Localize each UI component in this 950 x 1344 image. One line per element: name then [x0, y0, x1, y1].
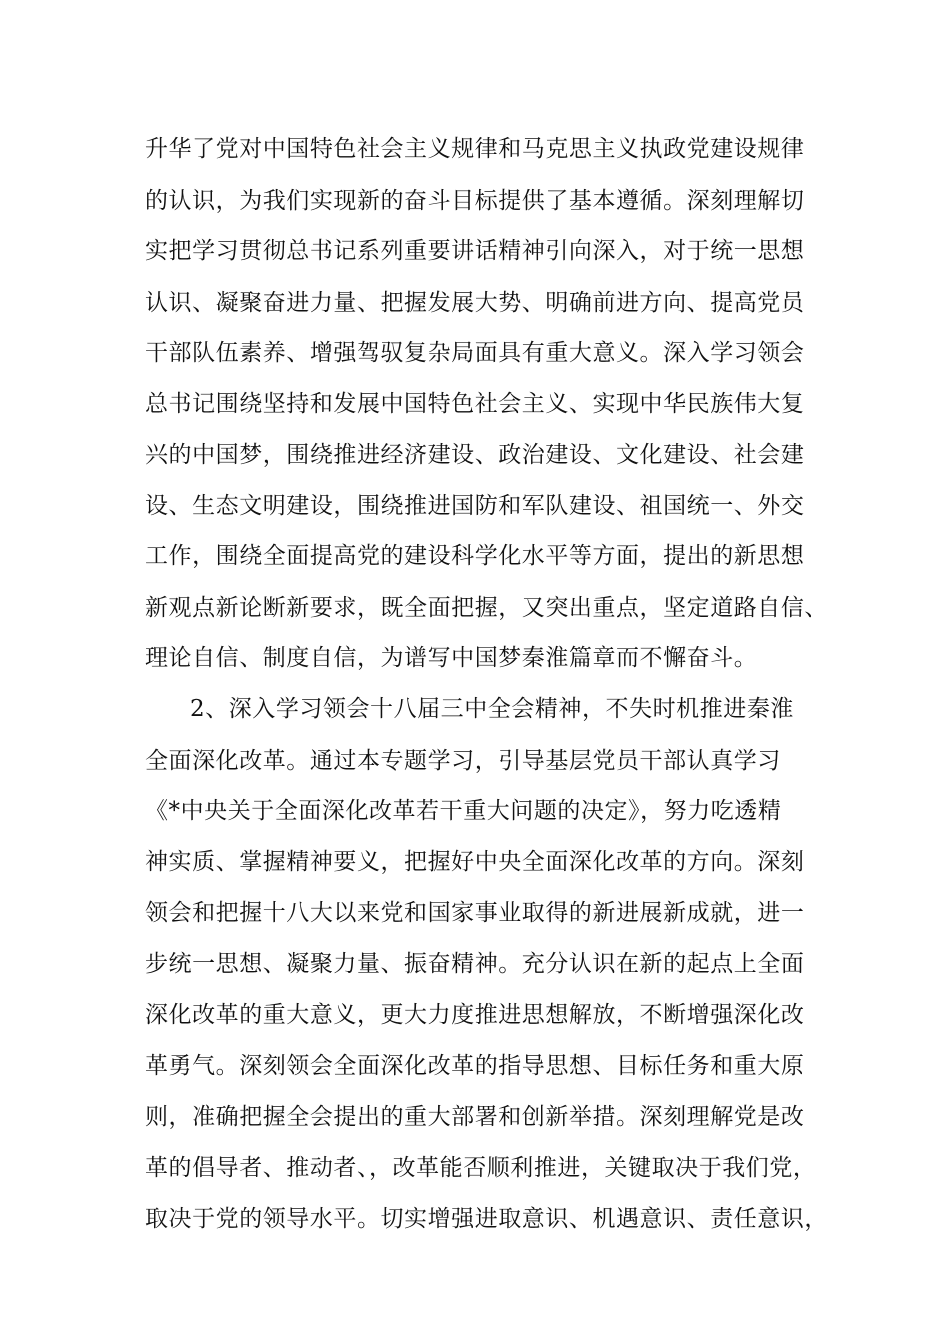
- text-line-20: 则，准确把握全会提出的重大部署和创新举措。深刻理解党是改: [145, 1104, 805, 1130]
- text-line-17: 步统一思想、凝聚力量、振奋精神。充分认识在新的起点上全面: [145, 951, 805, 977]
- text-line-19: 革勇气。深刻领会全面深化改革的指导思想、目标任务和重大原: [145, 1053, 805, 1079]
- text-line-4: 认识、凝聚奋进力量、把握发展大势、明确前进方向、提高党员: [145, 290, 805, 316]
- text-line-1: 升华了党对中国特色社会主义规律和马克思主义执政党建设规律: [145, 136, 805, 162]
- text-line-7: 兴的中国梦，围绕推进经济建设、政治建设、文化建设、社会建: [145, 442, 805, 468]
- text-line-8: 设、生态文明建设，围绕推进国防和军队建设、祖国统一、外交: [145, 493, 805, 519]
- text-line-13: 全面深化改革。通过本专题学习，引导基层党员干部认真学习: [145, 748, 781, 774]
- section-2-first-line: 2、深入学习领会十八届三中全会精神，不失时机推进秦淮: [190, 696, 794, 722]
- text-line-11: 理论自信、制度自信，为谱写中国梦秦淮篇章而不懈奋斗。: [145, 645, 758, 671]
- text-line-15: 神实质、掌握精神要义，把握好中央全面深化改革的方向。深刻: [145, 849, 805, 875]
- text-line-21: 革的倡导者、推动者、，改革能否顺利推进，关键取决于我们党，: [145, 1155, 817, 1181]
- text-line-10: 新观点新论断新要求，既全面把握，又突出重点，坚定道路自信、: [145, 595, 828, 621]
- text-line-2: 的认识，为我们实现新的奋斗目标提供了基本遵循。深刻理解切: [145, 188, 805, 214]
- text-line-3: 实把学习贯彻总书记系列重要讲话精神引向深入，对于统一思想: [145, 238, 805, 264]
- text-line-9: 工作，围绕全面提高党的建设科学化水平等方面，提出的新思想: [145, 543, 805, 569]
- text-line-16: 领会和把握十八大以来党和国家事业取得的新进展新成就，进一: [145, 900, 805, 926]
- text-line-6: 总书记围绕坚持和发展中国特色社会主义、实现中华民族伟大复: [145, 391, 805, 417]
- text-line-18: 深化改革的重大意义，更大力度推进思想解放，不断增强深化改: [145, 1002, 805, 1028]
- text-line-22: 取决于党的领导水平。切实增强进取意识、机遇意识、责任意识，: [145, 1206, 828, 1232]
- text-line-5: 干部队伍素养、增强驾驭复杂局面具有重大意义。深入学习领会: [145, 340, 805, 366]
- text-line-14: 《*中央关于全面深化改革若干重大问题的决定》，努力吃透精: [145, 798, 782, 824]
